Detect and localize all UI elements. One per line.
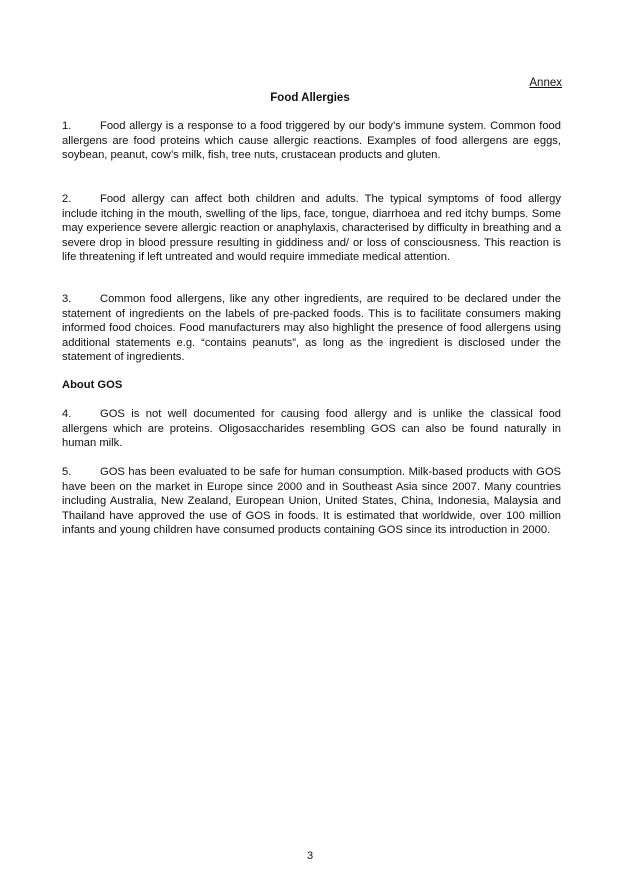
paragraph-3-number: 3. <box>62 293 72 305</box>
paragraph-3-block <box>62 292 561 365</box>
paragraph-4 <box>62 407 561 451</box>
paragraph-1 <box>62 119 561 163</box>
paragraph-1-text: Food allergy is a response to a food triggered by our body’s immune system. Common food allergens are food proteins which cause allergic reactions. Examples of food allergens are eggs, soybean, peanut, cow’s milk, fish, tree nuts, crustacean products and gluten. <box>62 120 561 161</box>
paragraph-4-number: 4. <box>62 408 72 420</box>
paragraph-2 <box>62 192 561 265</box>
paragraph-2-number: 2. <box>62 193 72 205</box>
paragraph-5-text: GOS has been evaluated to be safe for human consumption. Milk-based products with GOS have been on the market in Europe since 2000 and in Southeast Asia since 2007. Many countries including Australia, New Zealand, European Union, United States, China, Indonesia, Malaysia and Thailand have approved the use of GOS in foods. It is estimated that worldwide, over 100 million infants and young children have consumed products containing GOS since its introduction in 2000. <box>62 466 561 536</box>
paragraph-3-text: Common food allergens, like any other ingredients, are required to be declared under the statement of ingredients on the labels of pre-packed foods. This is to facilitate consumers making informed food choices. Food manufacturers may also highlight the presence of food allergens using additional statements e.g. “contains peanuts”, as long as the ingredient is disclosed under the statement of ingredients. <box>62 293 561 363</box>
annex-label: Annex <box>529 77 562 89</box>
paragraph-1-number: 1. <box>62 120 72 132</box>
page-title: Food Allergies <box>270 92 350 104</box>
page-number: 3 <box>306 850 314 862</box>
section-heading-block <box>62 378 561 393</box>
paragraph-1-block <box>62 119 561 163</box>
paragraph-4-block <box>62 407 561 451</box>
paragraph-5-block <box>62 465 561 538</box>
paragraph-2-text: Food allergy can affect both children and adults. The typical symptoms of food allergy include itching in the mouth, swelling of the lips, face, tongue, diarrhoea and red itchy bumps. Some may experience severe allergic reaction or anaphylaxis, characterised by difficulty in breathing and a severe drop in blood pressure resulting in giddiness and/ or loss of consciousness. This reaction is life threatening if left untreated and would require immediate medical attention. <box>62 193 561 263</box>
paragraph-3 <box>62 292 561 365</box>
paragraph-5-number: 5. <box>62 466 72 478</box>
paragraph-2-block <box>62 192 561 265</box>
paragraph-5 <box>62 465 561 538</box>
paragraph-4-text: GOS is not well documented for causing food allergy and is unlike the classical food allergens which are proteins. Oligosaccharides resembling GOS can also be found naturally in human milk. <box>62 408 561 449</box>
section-heading: About GOS <box>62 379 123 391</box>
